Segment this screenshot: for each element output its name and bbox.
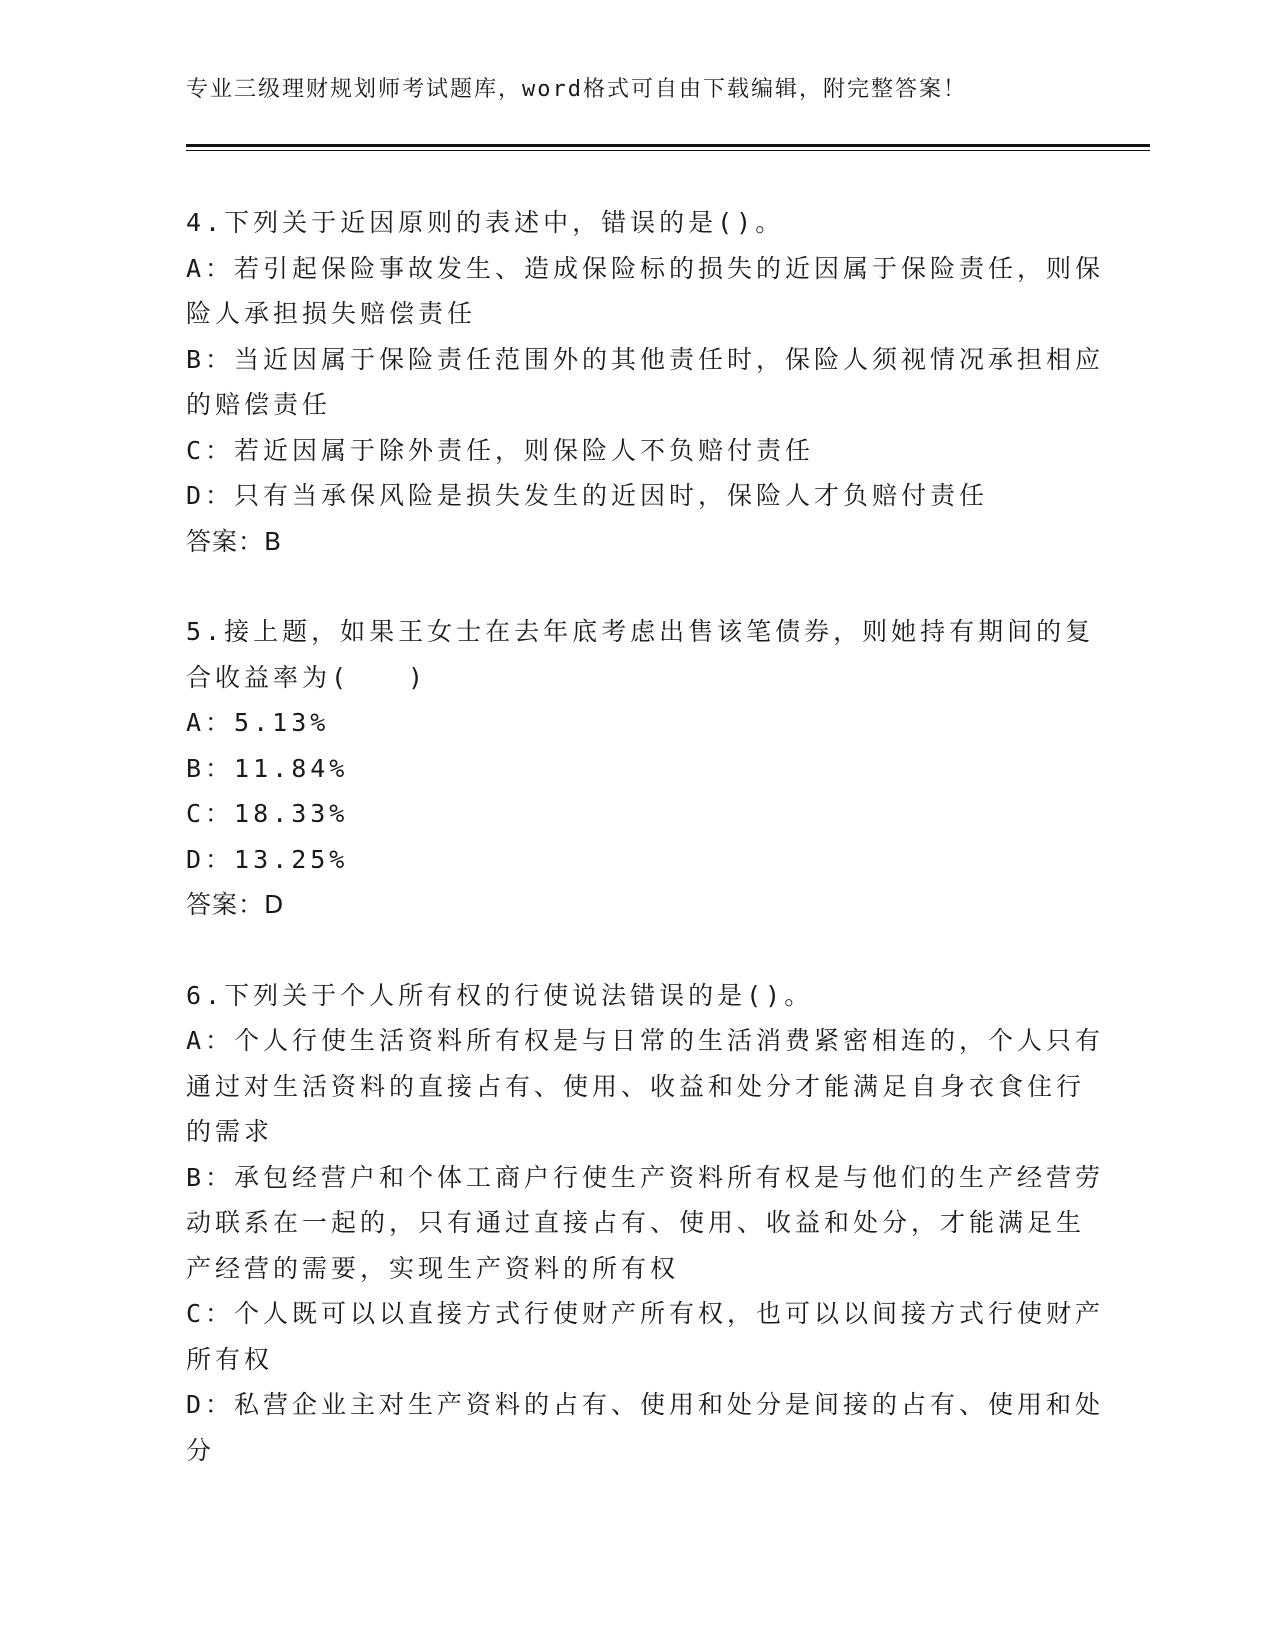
answer: 答案：D (186, 890, 285, 919)
option-b: B：承包经营户和个体工商户行使生产资料所有权是与他们的生产经营劳动联系在一起的，只有通过直接占有、使用、收益和处分，才能满足生产经营的需要，实现生产资料的所有权 (186, 1162, 1105, 1283)
option-d: D：13.25% (186, 844, 349, 874)
option-d: D：私营企业主对生产资料的占有、使用和处分是间接的占有、使用和处分 (186, 1390, 1105, 1465)
answer: 答案：B (186, 526, 283, 556)
question-5 (186, 609, 1106, 928)
question-4 (186, 200, 1106, 564)
header-rule-thick (186, 144, 1150, 147)
option-a: A：5.13% (186, 708, 330, 737)
question-stem: 5.接上题，如果王女士在去年底考虑出售该笔债券，则她持有期间的复合收益率为( ) (186, 617, 1095, 692)
option-a: A：若引起保险事故发生、造成保险标的损失的近因属于保险责任，则保险人承担损失赔偿责任 (186, 253, 1105, 328)
option-c: C：若近因属于除外责任，则保险人不负赔付责任 (186, 435, 815, 465)
question-6 (186, 973, 1106, 1474)
question-stem: 6.下列关于个人所有权的行使说法错误的是()。 (186, 980, 814, 1010)
option-c: C：个人既可以以直接方式行使财产所有权，也可以以间接方式行使财产所有权 (186, 1299, 1105, 1374)
header-text: 专业三级理财规划师考试题库，word格式可自由下载编辑，附完整答案！ (186, 77, 967, 102)
option-d: D：只有当承保风险是损失发生的近因时，保险人才负赔付责任 (186, 481, 989, 510)
option-b: B：当近因属于保险责任范围外的其他责任时，保险人须视情况承担相应的赔偿责任 (186, 344, 1105, 419)
header-rule-thin (186, 150, 1150, 151)
option-b: B：11.84% (186, 753, 349, 783)
question-stem: 4.下列关于近因原则的表述中，错误的是()。 (186, 208, 785, 237)
document-body (186, 200, 1106, 1518)
option-a: A：个人行使生活资料所有权是与日常的生活消费紧密相连的，个人只有通过对生活资料的直接占有、使用、收益和处分才能满足自身衣食住行的需求 (186, 1026, 1105, 1146)
option-c: C：18.33% (186, 799, 349, 828)
